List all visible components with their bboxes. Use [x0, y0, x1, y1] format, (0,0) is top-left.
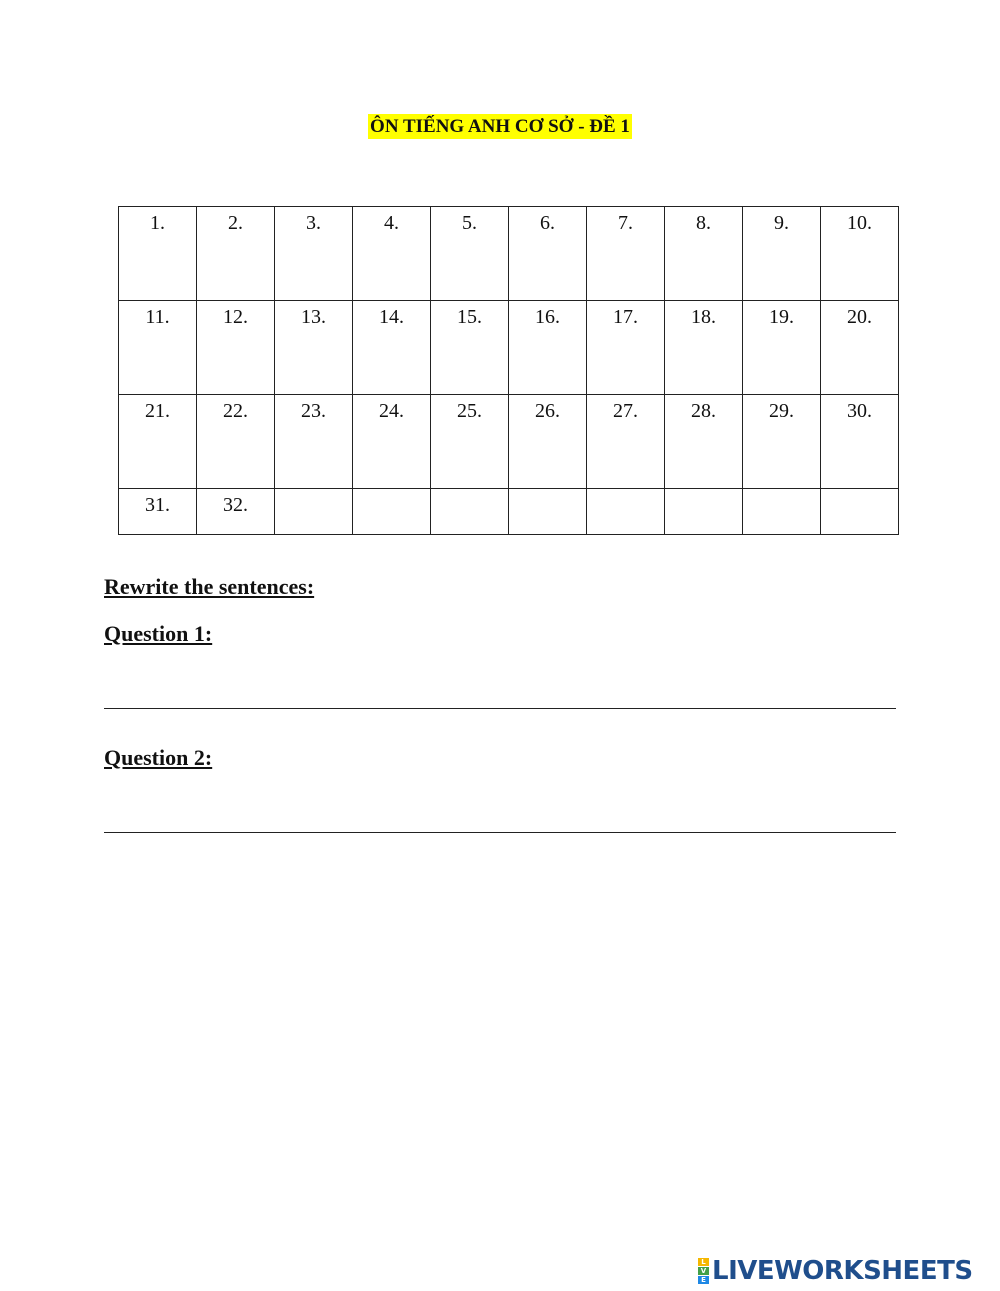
answer-cell[interactable]: 24. — [353, 395, 431, 489]
answer-cell[interactable]: 15. — [431, 301, 509, 395]
worksheet-title-wrap — [0, 116, 1000, 138]
question-2-label: Question 2: — [104, 745, 213, 770]
section-heading: Rewrite the sentences: — [104, 574, 315, 599]
empty-cell — [353, 489, 431, 535]
answer-cell[interactable]: 17. — [587, 301, 665, 395]
answer-cell[interactable]: 5. — [431, 207, 509, 301]
empty-cell — [431, 489, 509, 535]
empty-cell — [821, 489, 899, 535]
logo-block: V — [698, 1267, 709, 1275]
question-1-label: Question 1: — [104, 621, 213, 646]
empty-cell — [275, 489, 353, 535]
answer-cell[interactable]: 6. — [509, 207, 587, 301]
empty-cell — [587, 489, 665, 535]
empty-cell — [509, 489, 587, 535]
answer-cell[interactable]: 10. — [821, 207, 899, 301]
empty-cell — [743, 489, 821, 535]
question-1-answer-line[interactable] — [104, 708, 896, 709]
logo-block: L — [698, 1258, 709, 1266]
answer-cell[interactable]: 32. — [197, 489, 275, 535]
answer-grid — [118, 206, 899, 535]
answer-cell[interactable]: 8. — [665, 207, 743, 301]
answer-cell[interactable]: 31. — [119, 489, 197, 535]
answer-cell[interactable]: 20. — [821, 301, 899, 395]
answer-cell[interactable]: 16. — [509, 301, 587, 395]
answer-cell[interactable]: 26. — [509, 395, 587, 489]
answer-cell[interactable]: 12. — [197, 301, 275, 395]
answer-cell[interactable]: 13. — [275, 301, 353, 395]
answer-cell[interactable]: 28. — [665, 395, 743, 489]
answer-cell[interactable]: 23. — [275, 395, 353, 489]
question-2-answer-line[interactable] — [104, 832, 896, 833]
answer-cell[interactable]: 9. — [743, 207, 821, 301]
answer-cell[interactable]: 1. — [119, 207, 197, 301]
answer-cell[interactable]: 7. — [587, 207, 665, 301]
answer-cell[interactable]: 30. — [821, 395, 899, 489]
answer-cell[interactable]: 18. — [665, 301, 743, 395]
answer-cell[interactable]: 21. — [119, 395, 197, 489]
logo-block: E — [698, 1276, 709, 1284]
answer-cell[interactable]: 27. — [587, 395, 665, 489]
answer-cell[interactable]: 19. — [743, 301, 821, 395]
answer-cell[interactable]: 14. — [353, 301, 431, 395]
worksheet-title: ÔN TIẾNG ANH CƠ SỞ - ĐỀ 1 — [370, 116, 630, 137]
answer-cell[interactable]: 11. — [119, 301, 197, 395]
liveworksheets-logo — [698, 1256, 973, 1286]
empty-cell — [665, 489, 743, 535]
answer-cell[interactable]: 22. — [197, 395, 275, 489]
answer-cell[interactable]: 25. — [431, 395, 509, 489]
logo-blocks-icon — [698, 1258, 709, 1284]
logo-text: LIVEWORKSHEETS — [712, 1256, 973, 1286]
answer-cell[interactable]: 2. — [197, 207, 275, 301]
answer-cell[interactable]: 4. — [353, 207, 431, 301]
answer-cell[interactable]: 3. — [275, 207, 353, 301]
answer-cell[interactable]: 29. — [743, 395, 821, 489]
